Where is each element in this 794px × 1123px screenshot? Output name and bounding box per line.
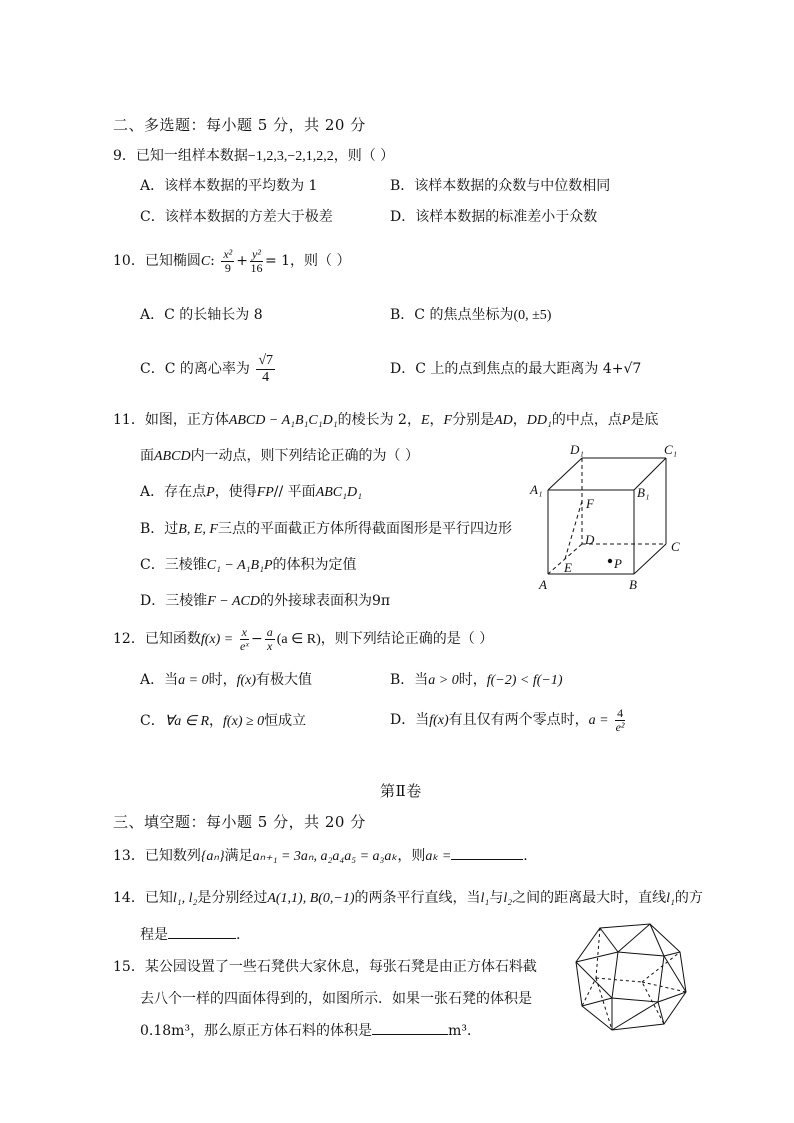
q9-data: −1,2,3,−2,1,2,2 xyxy=(247,149,334,164)
question-15-line-3: 0.18m³，那么原正方体石料的体积是 m³． xyxy=(140,1023,481,1039)
q10-option-b: B．C 的焦点坐标为(0, ±5) xyxy=(390,307,552,323)
q10-stem-prefix: 10．已知椭圆 xyxy=(113,253,201,269)
edge-bc xyxy=(634,544,666,574)
label-b: B xyxy=(629,577,637,592)
part-2-title: 第Ⅱ卷 xyxy=(380,782,422,800)
q12-option-c: C．∀a ∈ R，f(x) ≥ 0恒成立 xyxy=(140,713,307,729)
q10-c-fraction: $\frac{√7}{4}$ xyxy=(258,352,274,385)
label-e: E xyxy=(564,560,572,575)
question-15-line-1: 15．某公园设置了一些石凳供大家休息，每张石凳是由正方体石料截 xyxy=(113,959,537,975)
label-p: P xyxy=(614,556,622,571)
q15-answer-blank[interactable] xyxy=(372,1022,448,1035)
question-14-line-1: 14．已知l₁, l₂是分别经过A(1,1), B(0,−1)的两条平行直线，当l₁与l₂之间的距离最大时，直线l₁的方 xyxy=(113,890,703,906)
q12-d-fraction: $\frac{4}{\text{e²}}$ xyxy=(615,705,625,734)
question-11-line-2: 面ABCD内一动点，则下列结论正确的为（ ） xyxy=(140,448,420,464)
q9-option-c: C．该样本数据的方差大于极差 xyxy=(140,209,333,225)
q11-option-b: B．过B, E, F三点的平面截正方体所得截面图形是平行四边形 xyxy=(140,521,512,537)
q9-option-d: D．该样本数据的标准差小于众数 xyxy=(390,209,598,225)
label-d: D xyxy=(585,532,595,547)
question-13: 13．已知数列{aₙ}满足aₙ₊₁ = 3aₙ, a₂a₄a₅ = a₃aₖ，则aₖ = . xyxy=(113,848,528,864)
q10-plus: + xyxy=(236,253,249,269)
label-c: C xyxy=(671,539,680,554)
section-heading-fill-in: 三、填空题：每小题 5 分，共 20 分 xyxy=(113,813,366,831)
q14-answer-blank[interactable] xyxy=(168,926,236,939)
q10-ellipse-name: C xyxy=(200,254,211,269)
cube-figure xyxy=(526,440,696,595)
q10-option-d: D．C 上的点到焦点的最大距离为 4+√7 xyxy=(390,361,642,377)
section-heading-multiple-choice: 二、多选题：每小题 5 分，共 20 分 xyxy=(113,116,366,134)
q9-option-b: B．该样本数据的众数与中位数相同 xyxy=(390,178,611,194)
q11-option-c: C．三棱锥C₁ − A₁B₁P的体积为定值 xyxy=(140,557,357,573)
q9-option-a: A．该样本数据的平均数为 1 xyxy=(140,178,318,194)
segment-ef-hidden xyxy=(565,501,582,559)
question-14-line-2: 程是 . xyxy=(140,927,241,943)
label-a: A xyxy=(539,577,547,592)
q11-option-a: A．存在点P，使得FP// 平面ABC₁D₁ xyxy=(140,484,362,500)
q10-fraction-x: $\frac{\text{x²}}{9}$ xyxy=(223,246,233,275)
q10-option-c: C．C 的离心率为 $\frac{√7}{4}$ xyxy=(140,352,274,385)
label-a1: A₁ xyxy=(530,482,543,497)
q10-eq: = 1 xyxy=(264,253,291,269)
q12-fraction-1: $\frac{x}{\text{eˣ}}$ xyxy=(239,624,249,653)
question-10-stem: 10．已知椭圆C: $\frac{\text{x²}}{9}$ + $\frac{\text{y²}}{16}$ = 1，则（ ） xyxy=(113,246,351,275)
q12-option-d: D．当f(x)有且仅有两个零点时，a = $\frac{4}{\text{e²}}$ xyxy=(390,705,625,734)
outline xyxy=(576,924,686,1030)
q10-b-math: (0, ±5) xyxy=(513,308,552,323)
cuboctahedron-figure xyxy=(572,918,692,1038)
q12-option-a: A．当a = 0时，f(x)有极大值 xyxy=(140,672,313,688)
label-c1: C₁ xyxy=(664,442,678,457)
q10-option-a: A．C 的长轴长为 8 xyxy=(140,307,263,323)
label-f: F xyxy=(586,496,594,511)
question-11-line-1: 11．如图，正方体ABCD − A₁B₁C₁D₁的棱长为 2，E，F分别是AD，DD₁的中点，点P是底 xyxy=(113,412,659,428)
q9-stem-prefix: 9．已知一组样本数据 xyxy=(113,148,248,164)
point-p-dot xyxy=(608,559,612,563)
q11-option-d: D．三棱锥F − ACD的外接球表面积为9π xyxy=(140,593,391,609)
q13-answer-blank[interactable] xyxy=(451,847,523,860)
question-12-stem: 12．已知函数f(x) = $\frac{x}{\text{eˣ}}$ − $\frac{a}{x}$ (a ∈ R)，则下列结论正确的是（ ） xyxy=(113,624,494,653)
q10-stem-suffix: ，则（ ） xyxy=(290,253,351,269)
q10-fraction-y: $\frac{\text{y²}}{16}$ xyxy=(250,246,263,275)
q9-stem-suffix: ，则（ ） xyxy=(333,148,395,164)
edge-a1d1 xyxy=(548,458,582,490)
question-9-stem xyxy=(113,147,394,166)
hidden-edge-left xyxy=(582,928,600,1006)
question-15-line-2: 去八个一样的四面体得到的，如图所示．如果一张石凳的体积是 xyxy=(140,991,532,1007)
label-d1: D₁ xyxy=(570,442,584,457)
q12-option-b: B．当a > 0时，f(−2) < f(−1) xyxy=(390,672,563,688)
label-b1: B₁ xyxy=(637,485,650,500)
q10-d-math: √7 xyxy=(623,361,642,377)
front-square-face xyxy=(612,952,664,1002)
q12-fraction-2: $\frac{a}{x}$ xyxy=(266,624,273,653)
